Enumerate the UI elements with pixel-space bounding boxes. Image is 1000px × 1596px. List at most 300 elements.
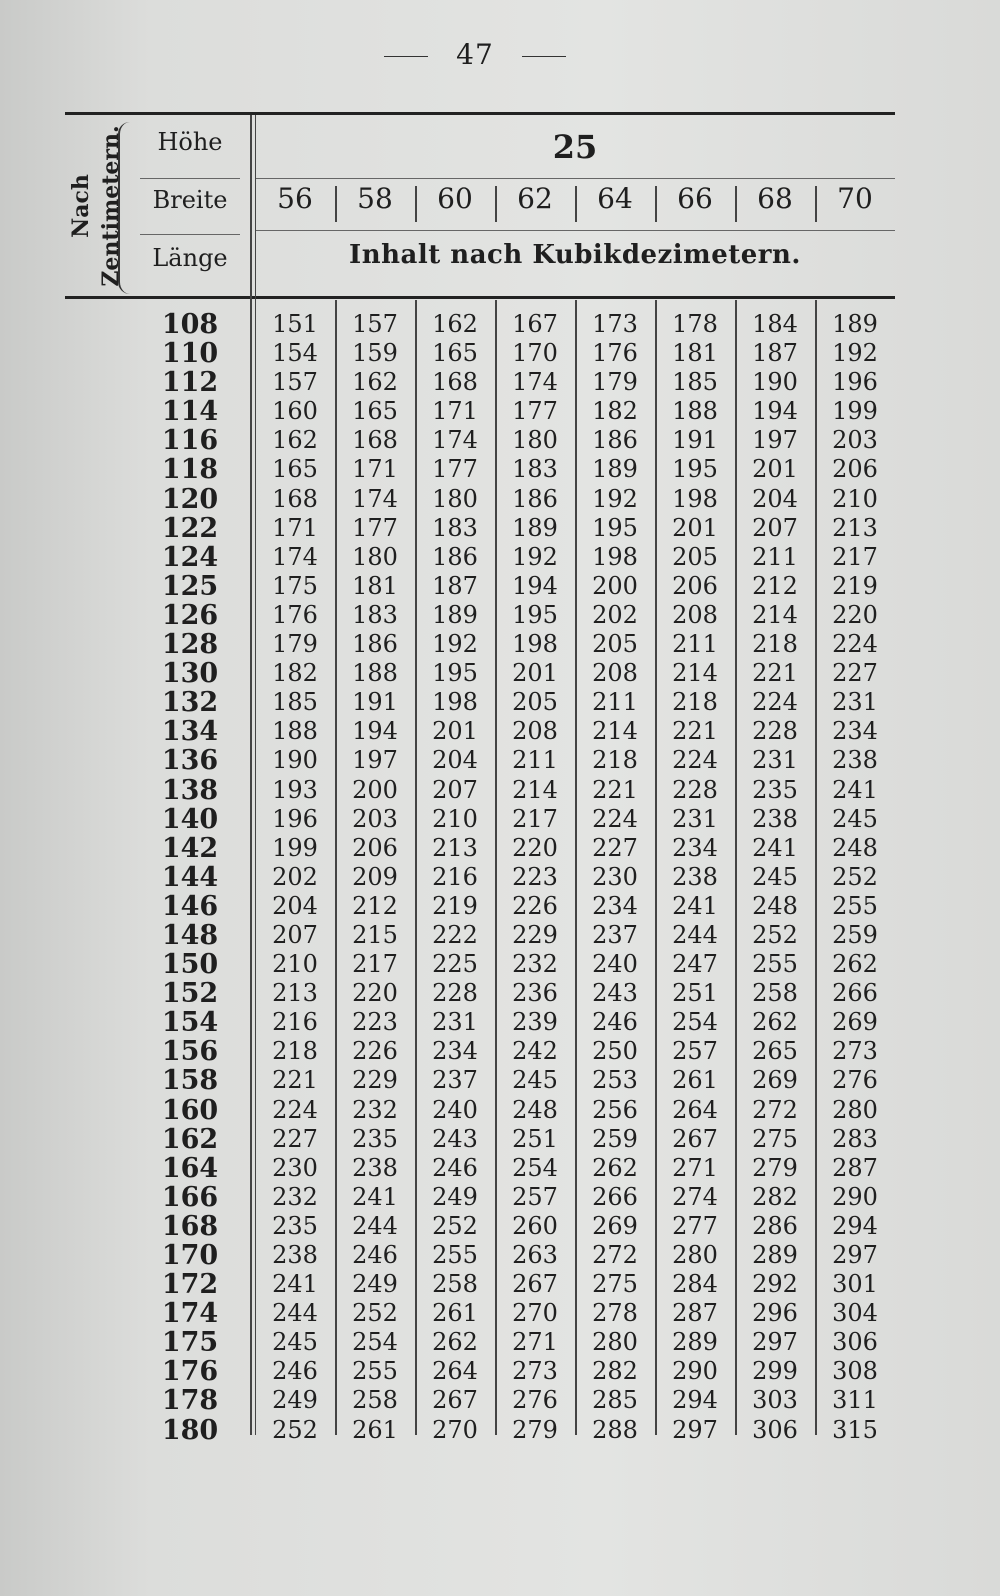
volume-cell: 214 <box>672 659 718 688</box>
volume-cell: 264 <box>432 1357 478 1386</box>
volume-cell: 275 <box>752 1124 798 1153</box>
volume-cell: 182 <box>272 659 318 688</box>
volume-cell: 201 <box>432 717 478 746</box>
side-label-line2: Zentimetern. <box>98 125 124 287</box>
volume-cell: 252 <box>752 920 798 949</box>
length-value: 130 <box>161 658 219 690</box>
length-value: 166 <box>161 1181 219 1213</box>
volume-cell: 289 <box>672 1328 718 1357</box>
volume-cell: 168 <box>272 484 318 513</box>
volume-cell: 266 <box>832 979 878 1008</box>
volume-cell: 174 <box>272 542 318 571</box>
volume-cell: 267 <box>432 1386 478 1415</box>
volume-cell: 240 <box>592 950 638 979</box>
volume-cell: 204 <box>432 746 478 775</box>
volume-cell: 221 <box>752 659 798 688</box>
table-top-rule <box>65 112 895 115</box>
volume-cell: 228 <box>752 717 798 746</box>
volume-cell: 212 <box>352 891 398 920</box>
volume-cell: 173 <box>592 310 638 338</box>
label-column-separator <box>250 115 252 1435</box>
volume-cell: 224 <box>832 630 878 659</box>
volume-cell: 258 <box>752 979 798 1008</box>
volume-cell: 209 <box>352 862 398 891</box>
volume-cell: 236 <box>512 979 558 1008</box>
volume-cell: 207 <box>432 775 478 804</box>
volume-cell: 208 <box>512 717 558 746</box>
volume-cell: 198 <box>432 688 478 717</box>
volume-cell: 259 <box>832 920 878 949</box>
volume-cell: 279 <box>752 1153 798 1182</box>
volume-cell: 241 <box>752 833 798 862</box>
volume-cell: 194 <box>352 717 398 746</box>
volume-cell: 207 <box>272 920 318 949</box>
volume-cell: 181 <box>352 571 398 600</box>
volume-cell: 184 <box>752 310 798 338</box>
length-value: 110 <box>161 338 219 370</box>
volume-cell: 188 <box>672 397 718 426</box>
volume-cell: 270 <box>432 1415 478 1444</box>
volume-cell: 231 <box>432 1008 478 1037</box>
volume-cell: 204 <box>752 484 798 513</box>
volume-cell: 162 <box>432 310 478 338</box>
volume-cell: 191 <box>352 688 398 717</box>
volume-cell: 221 <box>272 1066 318 1095</box>
volume-cell: 230 <box>592 862 638 891</box>
label-divider <box>140 234 240 235</box>
volume-cell: 246 <box>352 1241 398 1269</box>
volume-cell: 292 <box>752 1270 798 1299</box>
volume-cell: 253 <box>592 1066 638 1095</box>
volume-cell: 271 <box>512 1328 558 1357</box>
volume-cell: 186 <box>512 484 558 513</box>
volume-cell: 228 <box>432 979 478 1008</box>
volume-cell: 181 <box>672 339 718 368</box>
volume-cell: 211 <box>672 630 718 659</box>
volume-cell: 261 <box>352 1415 398 1444</box>
volume-cell: 259 <box>592 1124 638 1153</box>
volume-cell: 220 <box>352 979 398 1008</box>
volume-cell: 251 <box>672 979 718 1008</box>
volume-cell: 244 <box>272 1299 318 1328</box>
label-divider <box>140 178 240 179</box>
length-value: 160 <box>161 1094 219 1126</box>
volume-cell: 258 <box>432 1270 478 1299</box>
volume-cell: 186 <box>432 542 478 571</box>
volume-cell: 273 <box>512 1357 558 1386</box>
volume-cell: 201 <box>512 659 558 688</box>
page-number <box>0 38 950 71</box>
volume-cell: 192 <box>432 630 478 659</box>
volume-cell: 245 <box>512 1066 558 1095</box>
volume-cell: 249 <box>432 1182 478 1211</box>
volume-cell: 249 <box>272 1386 318 1415</box>
volume-cell: 175 <box>272 571 318 600</box>
width-header: 70 <box>837 182 873 215</box>
length-value: 162 <box>161 1123 219 1155</box>
length-value: 116 <box>161 425 219 457</box>
volume-cell: 205 <box>672 542 718 571</box>
length-value: 175 <box>161 1327 219 1359</box>
volume-cell: 280 <box>672 1241 718 1269</box>
volume-cell: 315 <box>832 1415 878 1444</box>
volume-cell: 227 <box>592 833 638 862</box>
volume-cell: 224 <box>272 1095 318 1124</box>
volume-column <box>735 310 815 1445</box>
length-value: 148 <box>161 919 219 951</box>
volume-cell: 215 <box>352 920 398 949</box>
volume-cell: 294 <box>672 1386 718 1415</box>
volume-cell: 217 <box>512 804 558 833</box>
volume-cell: 165 <box>432 339 478 368</box>
volume-cell: 224 <box>592 804 638 833</box>
volume-cell: 205 <box>512 688 558 717</box>
length-value: 180 <box>161 1414 219 1446</box>
volume-cell: 235 <box>272 1211 318 1240</box>
width-header: 62 <box>517 182 553 215</box>
volume-cell: 186 <box>592 426 638 455</box>
length-value: 142 <box>161 832 219 864</box>
volume-cell: 297 <box>672 1415 718 1444</box>
length-value: 124 <box>161 541 219 573</box>
length-value: 144 <box>161 861 219 893</box>
volume-cell: 223 <box>512 862 558 891</box>
volume-cell: 228 <box>672 775 718 804</box>
volume-cell: 201 <box>752 455 798 484</box>
volume-cell: 219 <box>432 891 478 920</box>
volume-cell: 242 <box>512 1037 558 1066</box>
volume-cell: 240 <box>432 1095 478 1124</box>
unit-label: Inhalt nach Kubikdezimetern. <box>349 240 801 270</box>
volume-cell: 287 <box>672 1299 718 1328</box>
volume-cell: 231 <box>832 688 878 717</box>
volume-cell: 262 <box>832 950 878 979</box>
volume-cell: 290 <box>832 1182 878 1211</box>
volume-cell: 183 <box>352 600 398 629</box>
volume-cell: 203 <box>832 426 878 455</box>
volume-cell: 179 <box>592 368 638 397</box>
width-separator <box>575 186 577 222</box>
volume-cell: 245 <box>752 862 798 891</box>
volume-cell: 250 <box>592 1037 638 1066</box>
length-value: 146 <box>161 890 219 922</box>
volume-cell: 180 <box>352 542 398 571</box>
volume-cell: 216 <box>432 862 478 891</box>
volume-cell: 214 <box>512 775 558 804</box>
volume-cell: 211 <box>512 746 558 775</box>
length-value: 126 <box>161 599 219 631</box>
volume-cell: 192 <box>592 484 638 513</box>
laenge-label: Länge <box>152 244 228 272</box>
volume-cell: 241 <box>352 1182 398 1211</box>
volume-cell: 213 <box>832 513 878 542</box>
volume-cell: 197 <box>352 746 398 775</box>
volume-cell: 174 <box>352 484 398 513</box>
volume-cell: 202 <box>592 600 638 629</box>
volume-cell: 241 <box>272 1270 318 1299</box>
volume-cell: 198 <box>672 484 718 513</box>
volume-cell: 205 <box>592 630 638 659</box>
volume-cell: 276 <box>832 1066 878 1095</box>
volume-cell: 296 <box>752 1299 798 1328</box>
volume-cell: 179 <box>272 630 318 659</box>
length-value: 156 <box>161 1036 219 1068</box>
volume-grid <box>255 310 895 1445</box>
volume-cell: 276 <box>512 1386 558 1415</box>
volume-cell: 174 <box>432 426 478 455</box>
page-number-dash-right <box>522 56 566 58</box>
volume-cell: 290 <box>672 1357 718 1386</box>
volume-cell: 232 <box>352 1095 398 1124</box>
volume-cell: 170 <box>512 339 558 368</box>
volume-cell: 214 <box>592 717 638 746</box>
volume-cell: 211 <box>592 688 638 717</box>
volume-cell: 189 <box>432 600 478 629</box>
volume-cell: 231 <box>752 746 798 775</box>
length-value: 170 <box>161 1240 219 1271</box>
volume-cell: 306 <box>832 1328 878 1357</box>
volume-cell: 225 <box>432 950 478 979</box>
volume-cell: 244 <box>352 1211 398 1240</box>
volume-cell: 226 <box>512 891 558 920</box>
volume-cell: 213 <box>272 979 318 1008</box>
volume-cell: 217 <box>352 950 398 979</box>
volume-cell: 183 <box>432 513 478 542</box>
side-label-brace <box>118 122 134 294</box>
volume-cell: 264 <box>672 1095 718 1124</box>
volume-cell: 182 <box>592 397 638 426</box>
page-number-text: 47 <box>456 38 494 71</box>
volume-cell: 206 <box>352 833 398 862</box>
length-value: 176 <box>161 1356 219 1388</box>
volume-cell: 210 <box>272 950 318 979</box>
volume-cell: 239 <box>512 1008 558 1037</box>
width-divider <box>255 230 895 231</box>
volume-cell: 224 <box>672 746 718 775</box>
volume-cell: 167 <box>512 310 558 338</box>
volume-cell: 244 <box>672 920 718 949</box>
volume-cell: 213 <box>432 833 478 862</box>
volume-cell: 210 <box>832 484 878 513</box>
volume-cell: 207 <box>752 513 798 542</box>
volume-cell: 198 <box>512 630 558 659</box>
volume-cell: 178 <box>672 310 718 338</box>
volume-cell: 165 <box>272 455 318 484</box>
volume-cell: 257 <box>672 1037 718 1066</box>
volume-cell: 227 <box>832 659 878 688</box>
volume-cell: 238 <box>272 1241 318 1269</box>
volume-cell: 280 <box>592 1328 638 1357</box>
volume-cell: 237 <box>432 1066 478 1095</box>
width-separator <box>415 186 417 222</box>
volume-cell: 254 <box>512 1153 558 1182</box>
volume-cell: 254 <box>672 1008 718 1037</box>
volume-cell: 284 <box>672 1270 718 1299</box>
page-number-dash-left <box>384 56 428 58</box>
volume-cell: 230 <box>272 1153 318 1182</box>
volume-cell: 255 <box>752 950 798 979</box>
volume-cell: 263 <box>512 1241 558 1269</box>
volume-cell: 206 <box>832 455 878 484</box>
volume-cell: 221 <box>592 775 638 804</box>
volume-cell: 262 <box>752 1008 798 1037</box>
volume-cell: 183 <box>512 455 558 484</box>
volume-cell: 275 <box>592 1270 638 1299</box>
volume-cell: 273 <box>832 1037 878 1066</box>
volume-cell: 203 <box>352 804 398 833</box>
width-separator <box>815 186 817 222</box>
volume-cell: 283 <box>832 1124 878 1153</box>
length-value: 108 <box>161 309 219 340</box>
volume-cell: 270 <box>512 1299 558 1328</box>
volume-cell: 196 <box>272 804 318 833</box>
width-header: 66 <box>677 182 713 215</box>
volume-cell: 180 <box>432 484 478 513</box>
volume-cell: 245 <box>272 1328 318 1357</box>
volume-cell: 260 <box>512 1211 558 1240</box>
length-value: 168 <box>161 1210 219 1242</box>
volume-cell: 234 <box>672 833 718 862</box>
volume-cell: 255 <box>832 891 878 920</box>
volume-cell: 197 <box>752 426 798 455</box>
volume-cell: 274 <box>672 1182 718 1211</box>
volume-cell: 227 <box>272 1124 318 1153</box>
length-value: 138 <box>161 774 219 806</box>
length-value: 118 <box>161 454 219 486</box>
length-value: 114 <box>161 396 219 428</box>
volume-cell: 238 <box>672 862 718 891</box>
volume-cell: 171 <box>432 397 478 426</box>
volume-cell: 195 <box>432 659 478 688</box>
volume-column <box>575 310 655 1445</box>
volume-cell: 194 <box>512 571 558 600</box>
volume-cell: 234 <box>432 1037 478 1066</box>
volume-cell: 246 <box>592 1008 638 1037</box>
volume-cell: 176 <box>592 339 638 368</box>
volume-cell: 160 <box>272 397 318 426</box>
volume-cell: 189 <box>512 513 558 542</box>
volume-cell: 286 <box>752 1211 798 1240</box>
volume-cell: 151 <box>272 310 318 338</box>
volume-cell: 165 <box>352 397 398 426</box>
volume-cell: 193 <box>272 775 318 804</box>
volume-cell: 190 <box>752 368 798 397</box>
volume-cell: 269 <box>592 1211 638 1240</box>
volume-cell: 195 <box>592 513 638 542</box>
volume-cell: 301 <box>832 1270 878 1299</box>
length-value: 128 <box>161 629 219 661</box>
volume-cell: 288 <box>592 1415 638 1444</box>
volume-cell: 192 <box>512 542 558 571</box>
volume-cell: 269 <box>832 1008 878 1037</box>
volume-cell: 188 <box>272 717 318 746</box>
volume-cell: 294 <box>832 1211 878 1240</box>
volume-cell: 191 <box>672 426 718 455</box>
volume-cell: 206 <box>672 571 718 600</box>
volume-cell: 266 <box>592 1182 638 1211</box>
width-header: 68 <box>757 182 793 215</box>
volume-cell: 248 <box>512 1095 558 1124</box>
volume-cell: 189 <box>592 455 638 484</box>
volume-cell: 162 <box>272 426 318 455</box>
volume-cell: 238 <box>752 804 798 833</box>
length-value: 154 <box>161 1007 219 1039</box>
volume-cell: 198 <box>592 542 638 571</box>
length-value: 122 <box>161 512 219 544</box>
width-header: 60 <box>437 182 473 215</box>
volume-cell: 201 <box>672 513 718 542</box>
volume-cell: 226 <box>352 1037 398 1066</box>
volume-cell: 220 <box>512 833 558 862</box>
volume-cell: 252 <box>272 1415 318 1444</box>
volume-cell: 229 <box>512 920 558 949</box>
volume-cell: 188 <box>352 659 398 688</box>
width-separator <box>495 186 497 222</box>
volume-cell: 256 <box>592 1095 638 1124</box>
volume-cell: 218 <box>752 630 798 659</box>
volume-cell: 308 <box>832 1357 878 1386</box>
volume-cell: 187 <box>432 571 478 600</box>
volume-cell: 204 <box>272 891 318 920</box>
volume-cell: 202 <box>272 862 318 891</box>
length-value: 158 <box>161 1065 219 1097</box>
volume-column <box>255 310 335 1445</box>
volume-cell: 243 <box>592 979 638 1008</box>
volume-cell: 249 <box>352 1270 398 1299</box>
volume-cell: 190 <box>272 746 318 775</box>
volume-cell: 234 <box>592 891 638 920</box>
volume-cell: 262 <box>432 1328 478 1357</box>
volume-cell: 254 <box>352 1328 398 1357</box>
volume-cell: 218 <box>272 1037 318 1066</box>
volume-cell: 235 <box>352 1124 398 1153</box>
header-bottom-rule <box>65 296 895 299</box>
volume-cell: 200 <box>352 775 398 804</box>
breite-label: Breite <box>152 186 228 214</box>
volume-cell: 306 <box>752 1415 798 1444</box>
side-label-text <box>66 125 126 286</box>
volume-cell: 192 <box>832 339 878 368</box>
volume-cell: 185 <box>272 688 318 717</box>
volume-cell: 199 <box>272 833 318 862</box>
length-value: 125 <box>161 570 219 602</box>
volume-cell: 289 <box>752 1241 798 1269</box>
volume-cell: 234 <box>832 717 878 746</box>
length-value: 120 <box>161 483 219 515</box>
length-value: 164 <box>161 1152 219 1184</box>
volume-cell: 224 <box>752 688 798 717</box>
volume-cell: 243 <box>432 1124 478 1153</box>
volume-cell: 271 <box>672 1153 718 1182</box>
width-header: 64 <box>597 182 633 215</box>
volume-cell: 177 <box>432 455 478 484</box>
volume-cell: 280 <box>832 1095 878 1124</box>
volume-cell: 272 <box>752 1095 798 1124</box>
width-separator <box>655 186 657 222</box>
volume-cell: 248 <box>752 891 798 920</box>
volume-cell: 262 <box>592 1153 638 1182</box>
volume-cell: 220 <box>832 600 878 629</box>
volume-cell: 232 <box>512 950 558 979</box>
volume-cell: 255 <box>432 1241 478 1269</box>
volume-cell: 177 <box>352 513 398 542</box>
volume-cell: 237 <box>592 920 638 949</box>
height-divider <box>255 178 895 179</box>
length-value: 178 <box>161 1385 219 1417</box>
volume-cell: 231 <box>672 804 718 833</box>
length-value: 136 <box>161 745 219 777</box>
volume-cell: 221 <box>672 717 718 746</box>
